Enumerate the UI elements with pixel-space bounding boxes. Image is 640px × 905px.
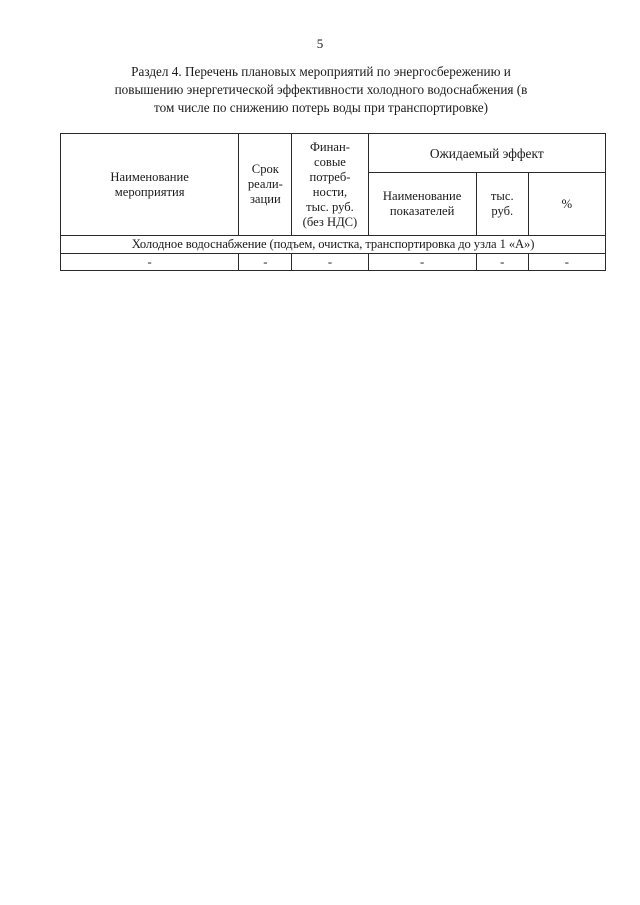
header-measure-name: Наименование мероприятия [61,134,239,236]
cell-thousand-rub: - [476,254,528,271]
header-finance-line: совые [314,154,346,169]
header-finance-line: потреб- [309,169,351,184]
header-term: Срок реали-зации [239,134,292,236]
cell-indicators: - [368,254,476,271]
table-group-row [61,236,606,254]
table-row [61,254,606,271]
section-title [80,63,562,117]
section-title-line-3: том числе по снижению потерь воды при транспортировке) [154,100,488,115]
header-finance-line: (без НДС) [302,214,358,229]
header-percent: % [528,173,605,236]
section-title-line-2: повышению энергетической эффективности холодного водоснабжения (в [114,82,528,97]
header-finance-line: Финан- [309,139,350,154]
group-title: Холодное водоснабжение (подъем, очистка, транспортировка до узла 1 «А») [61,236,606,254]
header-thousand-rub: тыс. руб. [476,173,528,236]
cell-finance: - [292,254,368,271]
header-finance-line: тыс. руб. [306,199,354,214]
cell-term: - [239,254,292,271]
cell-measure-name: - [61,254,239,271]
header-finance [292,134,368,236]
section-title-line-1: Раздел 4. Перечень плановых мероприятий по энергосбережению и [131,64,511,79]
header-finance-line: ности, [312,184,348,199]
page-number: 5 [316,36,324,51]
measures-table [60,133,606,271]
cell-percent: - [528,254,605,271]
header-expected-effect: Ожидаемый эффект [368,134,605,173]
header-indicators: Наименование показателей [368,173,476,236]
table-header-row [61,134,606,173]
